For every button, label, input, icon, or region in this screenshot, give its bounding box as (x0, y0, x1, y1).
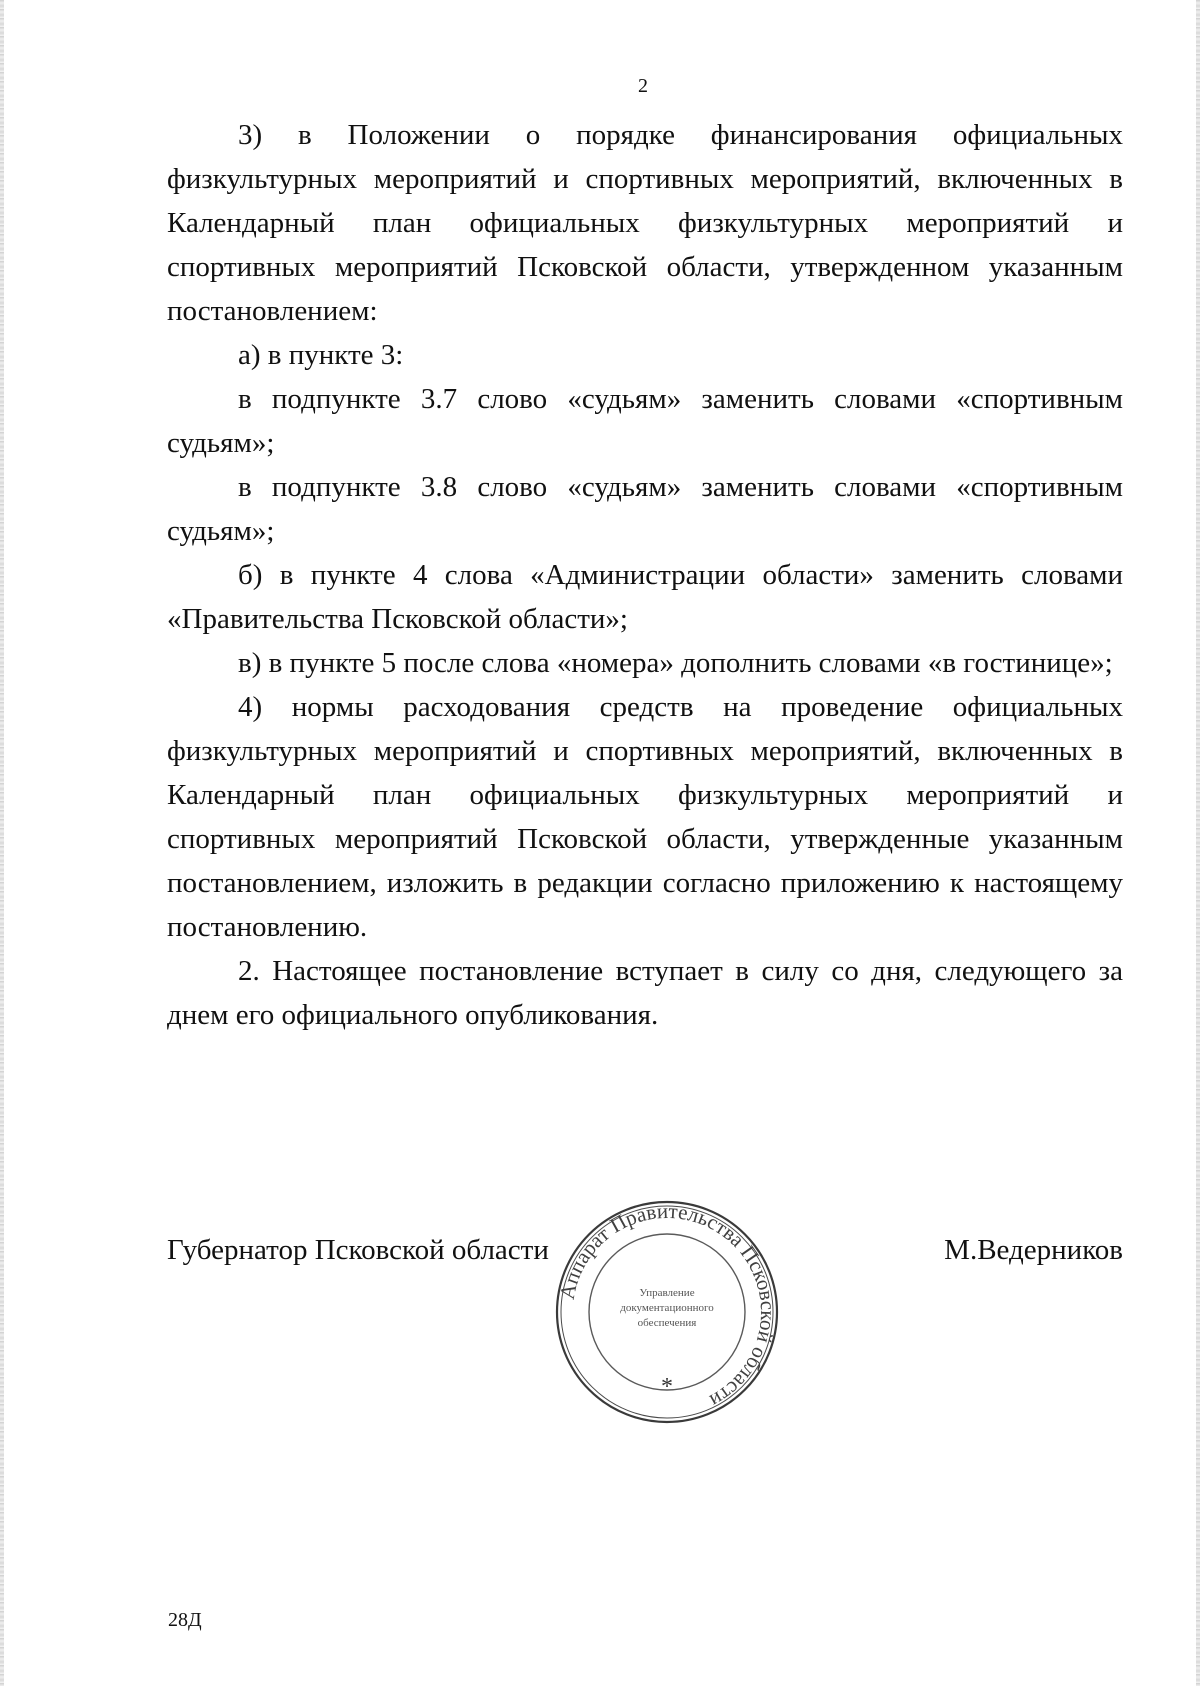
scan-edge-right (1196, 0, 1200, 1686)
seal-center-line-2: документационного (620, 1302, 714, 1314)
seal-ring-textpath: Аппарат Правительства Псковской области (554, 1198, 781, 1414)
paragraph-subpoint-3-8: в подпункте 3.8 слово «судьям» заменить словами «спортивным судьям»; (167, 471, 1123, 547)
official-seal (552, 1197, 782, 1427)
seal-star: * (661, 1374, 673, 1400)
paragraph-subpoint-3-7: в подпункте 3.7 слово «судьям» заменить словами «спортивным судьям»; (167, 383, 1123, 459)
paragraph-subitem-v: в) в пункте 5 после слова «номера» дополнить словами «в гостинице»; (238, 647, 1113, 679)
seal-center-line-1: Управление (639, 1287, 695, 1299)
paragraph-clause-2: 2. Настоящее постановление вступает в силу со дня, следующего за днем его официального опубликования. (167, 955, 1123, 1031)
paragraph-item-3: 3) в Положении о порядке финансирования официальных физкультурных мероприятий и спортивных мероприятий, включенных в Календарный план официальных физкультурных мероприятий и спортивных мероприятий Псковской области, утвержденном указанным постановлением: (167, 119, 1123, 327)
document-code: 28Д (168, 1609, 202, 1631)
signatory-name: М.Ведерников (944, 1234, 1123, 1266)
signatory-title: Губернатор Псковской области (167, 1234, 549, 1266)
paragraph-item-4: 4) нормы расходования средств на проведение официальных физкультурных мероприятий и спортивных мероприятий, включенных в Календарный план официальных физкультурных мероприятий и спортивных мероприятий Псковской области, утвержденные указанным постановлением, изложить в редакции согласно приложению к настоящему постановлению. (167, 691, 1123, 943)
page-number: 2 (638, 75, 648, 97)
paragraph-subitem-a: а) в пункте 3: (238, 339, 404, 371)
scan-edge-left (0, 0, 4, 1686)
paragraph-subitem-b: б) в пункте 4 слова «Администрации области» заменить словами «Правительства Псковской области»; (167, 559, 1123, 635)
seal-center-line-3: обеспечения (637, 1317, 697, 1329)
document-body (167, 113, 1123, 1037)
